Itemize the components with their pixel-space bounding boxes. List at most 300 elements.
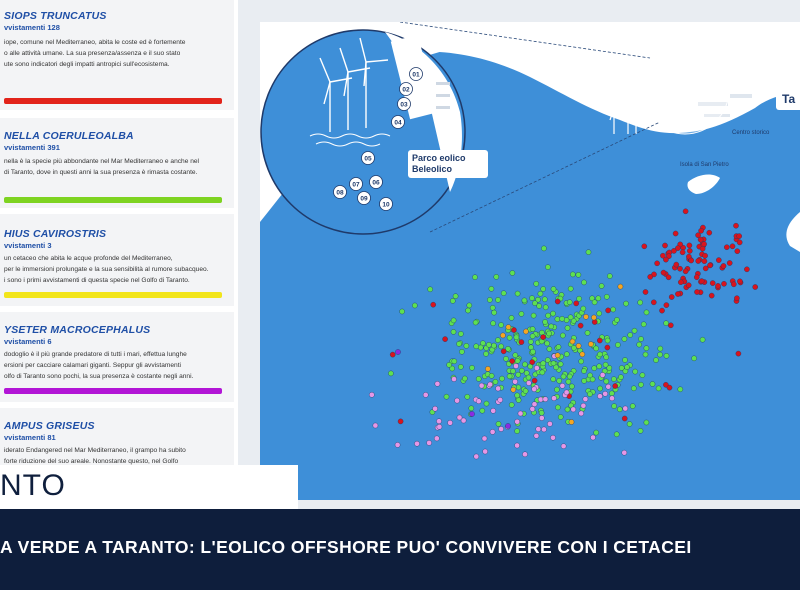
sighting-dot: [637, 342, 642, 347]
sighting-dot: [511, 327, 516, 332]
sighting-dot: [613, 383, 618, 388]
bottom-strip: [0, 590, 800, 600]
sighting-dot: [530, 327, 535, 332]
sighting-dot: [735, 249, 740, 254]
sighting-dot: [560, 333, 565, 338]
sighting-dot: [561, 444, 566, 449]
sighting-dot: [551, 361, 556, 366]
sighting-dot: [556, 344, 561, 349]
sighting-dot: [653, 358, 658, 363]
sighting-dot: [543, 319, 548, 324]
sighting-dot: [669, 294, 674, 299]
sighting-dot: [506, 325, 511, 330]
sighting-dot: [491, 343, 496, 348]
sighting-dot: [492, 310, 497, 315]
sighting-dot: [664, 353, 669, 358]
turbine-number-label: 03: [400, 101, 408, 109]
sighting-dot: [680, 250, 685, 255]
sighting-dot: [737, 234, 742, 239]
sighting-dot: [537, 303, 542, 308]
sighting-dot: [638, 300, 643, 305]
sighting-dot: [558, 414, 563, 419]
species-name: HIUS CAVIROSTRIS: [4, 228, 107, 240]
sighting-dot: [510, 270, 515, 275]
sighting-dot: [603, 362, 608, 367]
species-color-bar: [4, 388, 222, 394]
description-line: forte riduzione del suo areale. Nonostante questo, nel Golfo: [4, 458, 179, 465]
sighting-dot: [554, 387, 559, 392]
sighting-dot: [604, 294, 609, 299]
sighting-dot: [687, 243, 692, 248]
sighting-dot: [664, 321, 669, 326]
sighting-dot: [597, 311, 602, 316]
sighting-dot: [657, 352, 662, 357]
sighting-dot: [543, 305, 548, 310]
sighting-dot: [644, 310, 649, 315]
sighting-dot: [716, 258, 721, 263]
sighting-dot: [494, 274, 499, 279]
sighting-dot: [514, 335, 519, 340]
sighting-dot: [622, 357, 627, 362]
sighting-dot: [668, 323, 673, 328]
sighting-dot: [484, 401, 489, 406]
sightings-map: [260, 22, 800, 500]
sighting-dot: [469, 411, 474, 416]
sighting-dot: [545, 341, 550, 346]
sighting-dot: [583, 397, 588, 402]
sighting-dot: [591, 315, 596, 320]
sighting-dot: [542, 297, 547, 302]
sighting-dot: [560, 316, 565, 321]
description-line: dodoglio è il più grande predatore di tutti i mari, effettua lunghe: [4, 351, 187, 358]
sighting-dot: [606, 308, 611, 313]
sighting-dot: [597, 338, 602, 343]
sighting-dot: [551, 377, 556, 382]
sighting-dot: [632, 328, 637, 333]
sighting-dot: [443, 337, 448, 342]
sighting-dot: [474, 454, 479, 459]
sighting-dot: [736, 351, 741, 356]
sighting-dot: [522, 298, 527, 303]
sighting-dot: [538, 291, 543, 296]
sighting-dot: [531, 313, 536, 318]
sighting-dot: [604, 379, 609, 384]
sighting-dot: [390, 352, 395, 357]
sighting-dot: [458, 331, 463, 336]
sighting-dot: [483, 351, 488, 356]
species-sightings: vvistamenti 6: [4, 337, 52, 346]
sighting-dot: [590, 435, 595, 440]
sighting-dot: [541, 286, 546, 291]
sighting-dot: [566, 379, 571, 384]
sighting-dot: [587, 392, 592, 397]
turbine-number-label: 04: [394, 119, 402, 127]
sighting-dot: [561, 374, 566, 379]
sighting-dot: [455, 398, 460, 403]
sighting-dot: [515, 443, 520, 448]
sighting-dot: [650, 381, 655, 386]
sighting-dot: [588, 342, 593, 347]
turbine-number-label: 10: [382, 201, 390, 209]
description-line: olfo di Taranto sono pochi, la sua presenza è costante negli anni.: [4, 373, 194, 380]
sighting-dot: [543, 397, 548, 402]
turbine-number-label: 06: [372, 179, 380, 187]
sighting-dot: [734, 296, 739, 301]
species-sightings: vvistamenti 128: [4, 23, 60, 32]
turbine-number-label: 01: [412, 71, 420, 79]
sighting-dot: [539, 410, 544, 415]
sighting-dot: [733, 223, 738, 228]
sighting-dot: [436, 419, 441, 424]
species-name: AMPUS GRISEUS: [4, 420, 95, 432]
sighting-dot: [622, 416, 627, 421]
sighting-dot: [624, 365, 629, 370]
gulf-of-taranto-map: [260, 22, 800, 500]
sighting-dot: [609, 396, 614, 401]
sighting-dot: [663, 257, 668, 262]
species-description: [4, 156, 230, 178]
sighting-dot: [461, 418, 466, 423]
sighting-dot: [655, 261, 660, 266]
sighting-dot: [530, 349, 535, 354]
sighting-dot: [638, 428, 643, 433]
sighting-dot: [658, 346, 663, 351]
sighting-dot: [612, 404, 617, 409]
sighting-dot: [490, 429, 495, 434]
sighting-dot: [530, 406, 535, 411]
sighting-dot: [541, 246, 546, 251]
sighting-dot: [570, 339, 575, 344]
sighting-dot: [483, 449, 488, 454]
sighting-dot: [369, 392, 374, 397]
sighting-dot: [444, 394, 449, 399]
description-line: o alle attività umane. La sua presenza/assenza e il suo stato: [4, 50, 181, 57]
sighting-dot: [427, 440, 432, 445]
sighting-dot: [541, 361, 546, 366]
sighting-dot: [678, 280, 683, 285]
sighting-dot: [540, 370, 545, 375]
sighting-dot: [709, 293, 714, 298]
sighting-dot: [519, 340, 524, 345]
sighting-dot: [534, 365, 539, 370]
sighting-dot: [488, 382, 493, 387]
sighting-dot: [453, 294, 458, 299]
sighting-dot: [541, 335, 546, 340]
sighting-dot: [534, 281, 539, 286]
sighting-dot: [661, 270, 666, 275]
sighting-dot: [501, 349, 506, 354]
sighting-dot: [594, 346, 599, 351]
sighting-dot: [622, 450, 627, 455]
sighting-dot: [571, 345, 576, 350]
description-line: un cetaceo che abita le acque profonde del Mediterraneo,: [4, 255, 173, 262]
sighting-dot: [515, 393, 520, 398]
sighting-dot: [555, 353, 560, 358]
species-panel: [0, 0, 238, 466]
sighting-dot: [526, 375, 531, 380]
sighting-dot: [710, 281, 715, 286]
sighting-dot: [611, 307, 616, 312]
description-line: iderato Endangered nel Mar Mediterraneo, il grampo ha subito: [4, 447, 186, 454]
sighting-dot: [687, 248, 692, 253]
park-location-marker: [641, 46, 729, 134]
species-description: [4, 349, 230, 382]
sighting-dot: [569, 419, 574, 424]
sighting-dot: [464, 343, 469, 348]
sighting-dot: [451, 377, 456, 382]
sighting-dot: [648, 274, 653, 279]
sighting-dot: [400, 309, 405, 314]
species-color-bar: [4, 197, 222, 203]
sighting-dot: [642, 244, 647, 249]
sighting-dot: [499, 344, 504, 349]
sighting-dot: [547, 331, 552, 336]
sighting-dot: [522, 452, 527, 457]
sighting-dot: [564, 390, 569, 395]
sighting-dot: [664, 303, 669, 308]
location-caption: [0, 465, 298, 509]
sighting-dot: [597, 394, 602, 399]
sighting-dot: [698, 237, 703, 242]
sighting-dot: [551, 396, 556, 401]
sighting-dot: [581, 368, 586, 373]
sighting-dot: [730, 244, 735, 249]
sighting-dot: [700, 337, 705, 342]
species-name: SIOPS TRUNCATUS: [4, 10, 107, 22]
sighting-dot: [465, 308, 470, 313]
sighting-dot: [550, 435, 555, 440]
sighting-dot: [623, 301, 628, 306]
sighting-dot: [702, 242, 707, 247]
sighting-dot: [505, 423, 510, 428]
sighting-dot: [412, 303, 417, 308]
sighting-dot: [694, 275, 699, 280]
sighting-dot: [675, 291, 680, 296]
sighting-dot: [586, 250, 591, 255]
sighting-dot: [509, 315, 514, 320]
sighting-dot: [656, 386, 661, 391]
species-card-physeter: [0, 312, 234, 402]
sighting-dot: [641, 322, 646, 327]
sighting-dot: [485, 366, 490, 371]
turbine-number-label: 02: [402, 86, 410, 94]
sighting-dot: [607, 274, 612, 279]
sighting-dot: [476, 399, 481, 404]
sighting-dot: [451, 318, 456, 323]
sighting-dot: [579, 359, 584, 364]
sighting-dot: [594, 430, 599, 435]
sighting-dot: [434, 436, 439, 441]
species-description: [4, 445, 230, 467]
sighting-dot: [638, 336, 643, 341]
sighting-dot: [744, 267, 749, 272]
sighting-dot: [597, 352, 602, 357]
sighting-dot: [516, 372, 521, 377]
city-label: Ta: [776, 90, 800, 110]
species-color-bar: [4, 292, 222, 298]
sighting-dot: [640, 373, 645, 378]
sighting-dot: [496, 421, 501, 426]
sighting-dot: [585, 330, 590, 335]
species-sightings: vvistamenti 3: [4, 241, 52, 250]
sighting-dot: [753, 284, 758, 289]
sighting-dot: [414, 441, 419, 446]
sighting-dot: [721, 281, 726, 286]
wind-park-label: [408, 150, 488, 178]
sighting-dot: [606, 384, 611, 389]
sighting-dot: [551, 286, 556, 291]
sighting-dot: [628, 332, 633, 337]
sighting-dot: [546, 313, 551, 318]
sighting-dot: [487, 297, 492, 302]
sighting-dot: [507, 374, 512, 379]
sighting-dot: [702, 259, 707, 264]
sighting-dot: [683, 209, 688, 214]
sighting-dot: [644, 420, 649, 425]
sighting-dot: [643, 352, 648, 357]
sighting-dot: [511, 387, 516, 392]
sighting-dot: [724, 245, 729, 250]
sighting-dot: [571, 407, 576, 412]
species-name: NELLA COERULEOALBA: [4, 130, 134, 142]
sighting-dot: [638, 382, 643, 387]
sighting-dot: [643, 289, 648, 294]
sighting-dot: [480, 408, 485, 413]
turbine-number-label: 08: [336, 189, 344, 197]
sighting-dot: [570, 272, 575, 277]
sighting-dot: [532, 378, 537, 383]
sighting-dot: [577, 296, 582, 301]
sighting-dot: [501, 291, 506, 296]
sighting-dot: [580, 352, 585, 357]
sighting-dot: [500, 333, 505, 338]
sighting-dot: [437, 424, 442, 429]
sighting-dot: [530, 334, 535, 339]
sighting-dot: [507, 335, 512, 340]
sighting-dot: [526, 380, 531, 385]
sighting-dot: [644, 346, 649, 351]
sighting-dot: [555, 299, 560, 304]
sighting-dot: [599, 283, 604, 288]
sighting-dot: [448, 420, 453, 425]
sighting-dot: [550, 311, 555, 316]
sighting-dot: [528, 339, 533, 344]
sighting-dot: [388, 371, 393, 376]
species-description: [4, 37, 230, 70]
sighting-dot: [576, 343, 581, 348]
sighting-dot: [462, 376, 467, 381]
sighting-dot: [686, 283, 691, 288]
sighting-dot: [675, 246, 680, 251]
sighting-dot: [489, 286, 494, 291]
sighting-dot: [581, 403, 586, 408]
sighting-dot: [373, 423, 378, 428]
sighting-dot: [583, 314, 588, 319]
sighting-dot: [592, 366, 597, 371]
sighting-dot: [476, 376, 481, 381]
sighting-dot: [677, 266, 682, 271]
sighting-dot: [565, 325, 570, 330]
sighting-dot: [737, 240, 742, 245]
species-sightings: vvistamenti 391: [4, 143, 60, 152]
sighting-dot: [703, 253, 708, 258]
sighting-dot: [674, 262, 679, 267]
sighting-dot: [456, 341, 461, 346]
sighting-dot: [452, 359, 457, 364]
sighting-dot: [395, 442, 400, 447]
sighting-dot: [467, 303, 472, 308]
sighting-dot: [465, 394, 470, 399]
species-card-stenella: [0, 118, 234, 208]
sighting-dot: [433, 406, 438, 411]
sighting-dot: [617, 407, 622, 412]
wind-park-label-line: Beleolico: [412, 164, 453, 174]
sighting-dot: [623, 406, 628, 411]
sighting-dot: [513, 363, 518, 368]
species-sightings: vvistamenti 81: [4, 433, 56, 442]
species-card-ziphius: [0, 214, 234, 306]
sighting-dot: [541, 427, 546, 432]
turbine-number-label: 09: [360, 195, 368, 203]
place-label-centro: Centro storico: [732, 130, 770, 136]
sighting-dot: [515, 419, 520, 424]
sighting-dot: [567, 300, 572, 305]
sighting-dot: [510, 369, 515, 374]
sighting-dot: [627, 421, 632, 426]
species-description: [4, 253, 230, 286]
sighting-dot: [451, 329, 456, 334]
sighting-dot: [578, 323, 583, 328]
sighting-dot: [694, 289, 699, 294]
sighting-dot: [499, 322, 504, 327]
sighting-dot: [398, 419, 403, 424]
sighting-dot: [513, 379, 518, 384]
sighting-dot: [618, 284, 623, 289]
sighting-dot: [545, 265, 550, 270]
species-card-grampus: [0, 408, 234, 466]
sighting-dot: [459, 349, 464, 354]
sighting-dot: [499, 376, 504, 381]
wind-park-label-line: Parco eolico: [412, 153, 466, 163]
species-card-tursiops: [0, 0, 234, 110]
sighting-dot: [428, 287, 433, 292]
sighting-dot: [598, 386, 603, 391]
sighting-dot: [558, 362, 563, 367]
description-line: nella è la specie più abbondante nel Mar Mediterraneo e anche nel: [4, 158, 200, 165]
sighting-dot: [447, 362, 452, 367]
sighting-dot: [522, 362, 527, 367]
sighting-dot: [597, 364, 602, 369]
sighting-dot: [581, 280, 586, 285]
sighting-dot: [666, 275, 671, 280]
sighting-dot: [633, 369, 638, 374]
sighting-dot: [592, 300, 597, 305]
sighting-dot: [469, 365, 474, 370]
sighting-dot: [564, 352, 569, 357]
sighting-dot: [509, 402, 514, 407]
sighting-dot: [479, 383, 484, 388]
sighting-dot: [555, 317, 560, 322]
sighting-dot: [519, 368, 524, 373]
sighting-dot: [574, 301, 579, 306]
sighting-dot: [515, 429, 520, 434]
sighting-dot: [515, 358, 520, 363]
sighting-dot: [495, 338, 500, 343]
sighting-dot: [696, 258, 701, 263]
sighting-dot: [557, 378, 562, 383]
sighting-dot: [609, 391, 614, 396]
sighting-dot: [667, 385, 672, 390]
